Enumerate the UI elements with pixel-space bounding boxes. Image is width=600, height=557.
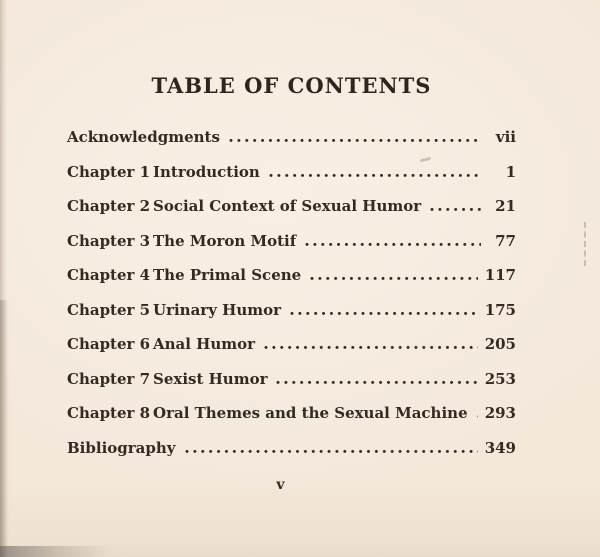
toc-entry — [67, 266, 516, 285]
toc-entry-title: Anal Humor — [153, 335, 256, 353]
toc-entry-title: Sexist Humor — [153, 369, 268, 388]
toc-entry — [67, 163, 516, 182]
toc-entry — [67, 197, 516, 216]
toc-entry-list — [67, 128, 516, 458]
toc-entry-chapter-label: Chapter 5 — [67, 300, 151, 319]
dot-leader — [430, 207, 481, 211]
toc-entry — [67, 232, 516, 251]
toc-entry-page-number: 77 — [495, 231, 516, 250]
toc-entry-chapter-label: Chapter 4 — [67, 266, 151, 284]
toc-entry-chapter-label: Chapter 2 — [67, 197, 151, 215]
dot-leader — [310, 276, 478, 280]
toc-entry-title: The Primal Scene — [153, 266, 302, 284]
toc-entry-title: Introduction — [153, 162, 260, 181]
toc-entry-chapter-label: Chapter 8 — [67, 404, 151, 422]
dot-leader — [477, 414, 478, 418]
toc-entry-page-number: 349 — [484, 438, 516, 457]
toc-entry — [67, 404, 516, 423]
toc-entry-page-number: 1 — [505, 162, 516, 181]
toc-entry — [67, 301, 516, 320]
dot-leader — [264, 345, 478, 349]
bottom-smudge — [0, 546, 110, 557]
page-edge-shadow-lower — [0, 300, 9, 557]
toc-entry — [67, 335, 516, 354]
toc-entry-title: Acknowledgments — [67, 128, 220, 146]
toc-entry-page-number: vii — [495, 128, 516, 146]
toc-entry-title: Oral Themes and the Sexual Machine — [153, 404, 468, 422]
pencil-mark — [584, 222, 586, 266]
toc-entry-page-number: 117 — [484, 266, 516, 284]
toc-entry-page-number: 21 — [495, 197, 516, 215]
page-title: TABLE OF CONTENTS — [151, 73, 432, 98]
toc-entry — [67, 439, 516, 458]
toc-entry-chapter-label: Chapter 3 — [67, 231, 151, 250]
toc-entry-chapter-label: Chapter 6 — [67, 335, 151, 353]
dot-leader — [229, 138, 481, 142]
toc-entry — [67, 128, 516, 147]
dot-leader — [276, 380, 477, 384]
toc-entry-title: Urinary Humor — [153, 300, 282, 319]
toc-entry-page-number: 253 — [484, 369, 516, 388]
dot-leader — [269, 173, 481, 177]
toc-entry-title: Bibliography — [67, 438, 176, 457]
dot-leader — [185, 449, 478, 453]
toc-entry — [67, 370, 516, 389]
toc-entry-chapter-label: Chapter 7 — [67, 369, 151, 388]
toc-entry-page-number: 205 — [484, 335, 516, 353]
toc-entry-chapter-label: Chapter 1 — [67, 162, 151, 181]
toc-entry-page-number: 293 — [484, 404, 516, 422]
toc-entry-page-number: 175 — [484, 300, 516, 319]
folio-page-number: v — [276, 476, 285, 493]
toc-content — [67, 0, 516, 493]
toc-entry-title: Social Context of Sexual Humor — [153, 197, 422, 215]
toc-entry-title: The Moron Motif — [153, 231, 297, 250]
dot-leader — [290, 311, 478, 315]
dot-leader — [305, 242, 481, 246]
